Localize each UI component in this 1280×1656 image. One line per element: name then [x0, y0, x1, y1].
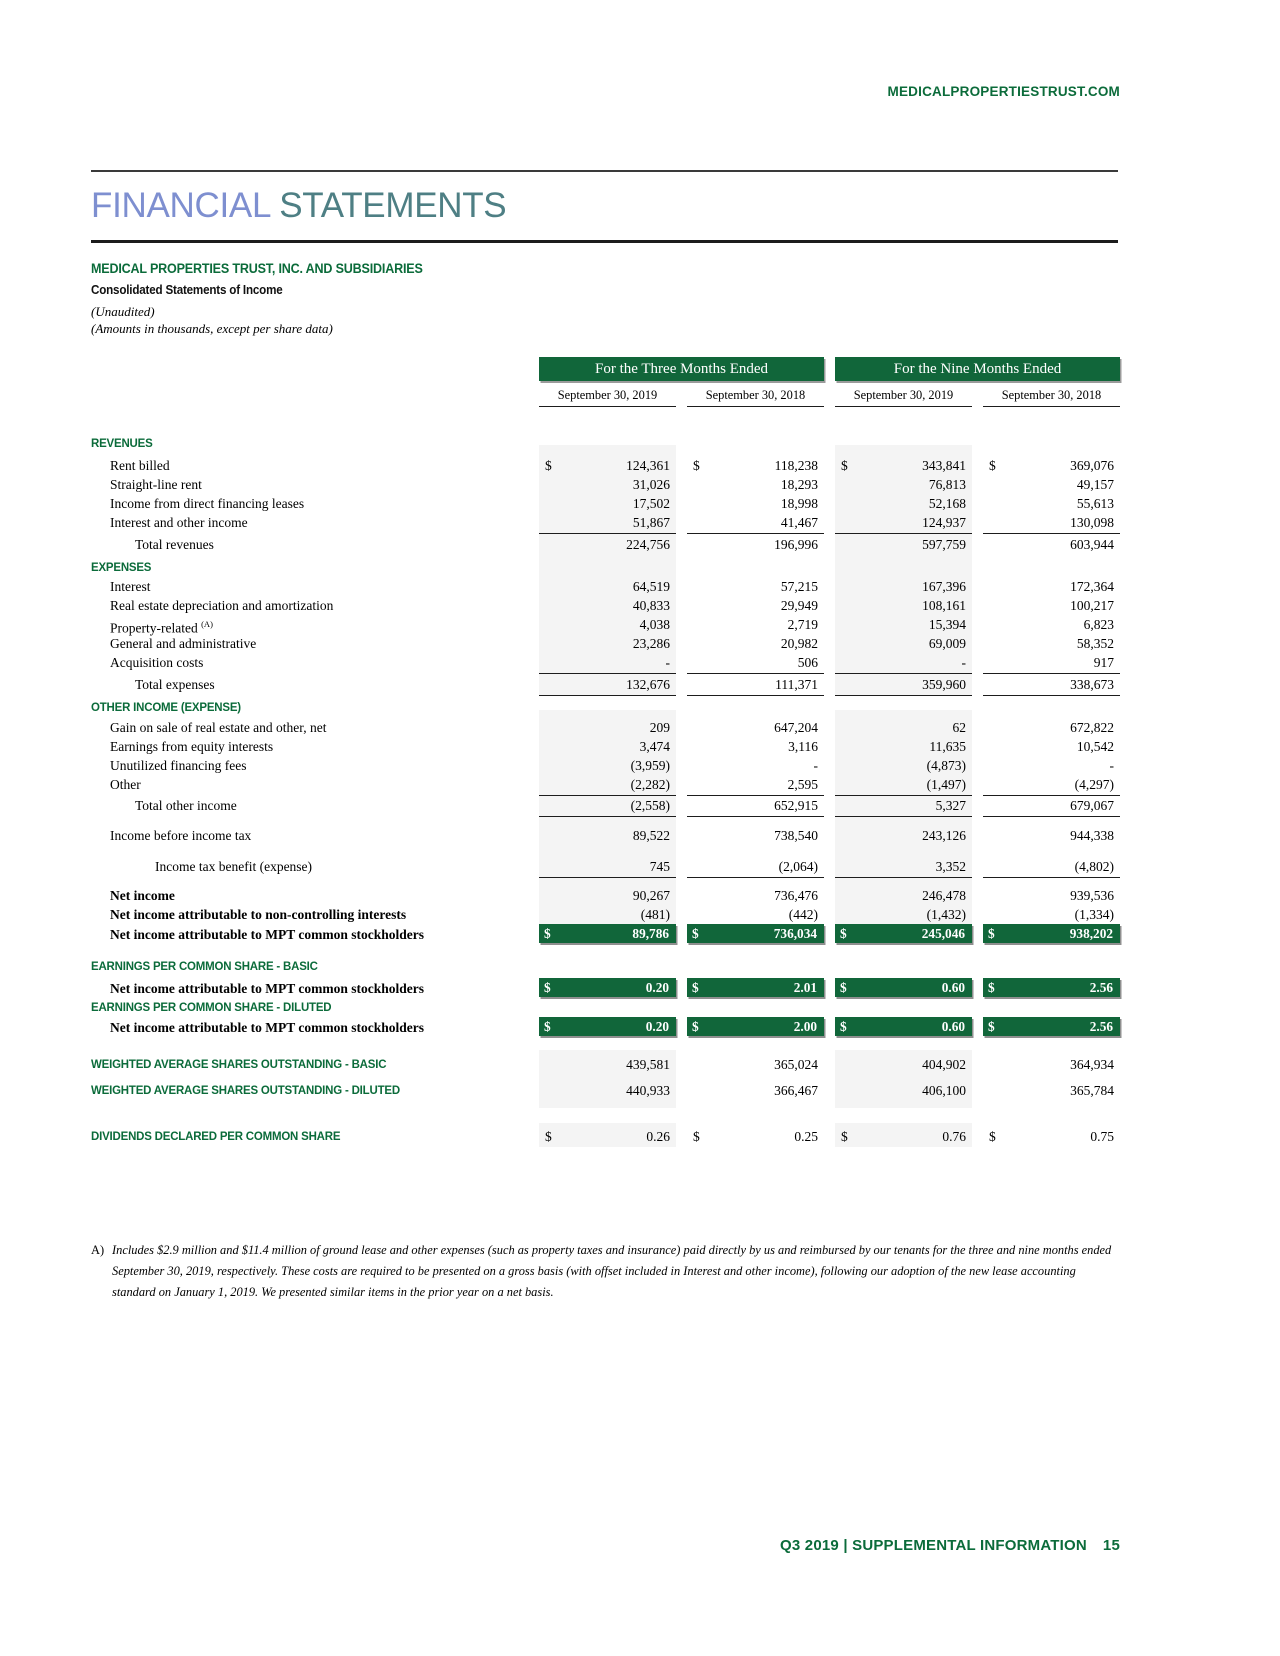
cell-q2018: 366,467 [774, 1083, 818, 1098]
cell-n2018: 939,536 [1070, 888, 1114, 903]
subtotal-rule [687, 695, 824, 696]
subtotal-rule [983, 695, 1120, 696]
cell-n2019: 404,902 [922, 1057, 966, 1072]
row-label: Straight-line rent [110, 477, 202, 492]
subtotal-rule [539, 877, 676, 878]
cell-n2019: 406,100 [922, 1083, 966, 1098]
date-underline-2 [835, 406, 972, 407]
subtotal-rule [539, 695, 676, 696]
subtotal-rule [539, 673, 676, 674]
cell-n2019: 69,009 [928, 636, 966, 651]
cell-n2018: 58,352 [1076, 636, 1114, 651]
group-header-nine-months: For the Nine Months Ended [835, 357, 1120, 381]
cell-n2019: (1,497) [926, 777, 966, 792]
cell-n2018: 130,098 [1070, 515, 1114, 530]
company-name: MEDICAL PROPERTIES TRUST, INC. AND SUBSIDIARIES [91, 261, 423, 276]
row-label: Total revenues [135, 537, 214, 552]
row-label: Interest [110, 579, 151, 594]
table-row-income-before-tax [91, 826, 1118, 845]
section-label-eps-diluted: EARNINGS PER COMMON SHARE - DILUTED [91, 1000, 332, 1014]
table-row-net-income [91, 886, 1118, 905]
cell-q2019: 89,522 [632, 828, 670, 843]
cell-q2018: 57,215 [780, 579, 818, 594]
table-row-property-related [91, 615, 1118, 634]
cell-q2019: 209 [649, 720, 670, 735]
page-title-word1: FINANCIAL [91, 186, 270, 225]
cell-q2019: 440,933 [626, 1083, 670, 1098]
subtotal-rule [539, 816, 676, 817]
row-label: Income tax benefit (expense) [155, 859, 313, 874]
cell-n2018: $ 369,076 [989, 458, 1114, 473]
cell-n2019: 52,168 [928, 496, 966, 511]
section-expenses [91, 558, 1118, 577]
row-label: Net income attributable to MPT common stockholders [110, 1020, 424, 1035]
cell-q2018: 652,915 [774, 798, 818, 813]
cell-q2018: 2,595 [787, 777, 818, 792]
cell-q2018: (2,064) [778, 859, 818, 874]
row-label: Gain on sale of real estate and other, net [110, 720, 327, 735]
page-title [91, 186, 506, 226]
subtotal-rule [983, 816, 1120, 817]
table-row-interest [91, 577, 1118, 596]
cell-n2019: $ 343,841 [841, 458, 966, 473]
table-row-other [91, 775, 1118, 794]
cell-q2018: 3,116 [788, 739, 818, 754]
highlight-cell-n2018: $ 938,202 [983, 924, 1120, 943]
cell-q2018: 2,719 [787, 617, 818, 632]
statement-name: Consolidated Statements of Income [91, 283, 283, 297]
row-label: Income from direct financing leases [110, 496, 305, 511]
cell-n2018: 364,934 [1070, 1057, 1114, 1072]
cell-q2019: - [665, 655, 670, 670]
section-label-dividends: DIVIDENDS DECLARED PER COMMON SHARE [91, 1129, 341, 1143]
page-footer [780, 1537, 1120, 1554]
cell-q2019: 64,519 [632, 579, 670, 594]
row-label: Unutilized financing fees [110, 758, 247, 773]
cell-q2019: (3,959) [630, 758, 670, 773]
section-other-income [91, 698, 1118, 717]
subtotal-rule [687, 877, 824, 878]
row-label: Total expenses [135, 677, 215, 692]
subtotal-rule [983, 673, 1120, 674]
table-row-dividends [91, 1127, 1118, 1146]
section-label-expenses: EXPENSES [91, 560, 152, 574]
cell-q2019: 23,286 [632, 636, 670, 651]
cell-n2018: 6,823 [1083, 617, 1114, 632]
table-row-interest-and-other-income [91, 513, 1118, 532]
date-underline-3 [983, 406, 1120, 407]
cell-q2018: $ 118,238 [693, 458, 818, 473]
highlight-cell-q2019: $ 0.20 [539, 978, 676, 997]
column-date-0: September 30, 2019 [557, 388, 658, 402]
column-date-2: September 30, 2019 [853, 388, 954, 402]
cell-n2018: 172,364 [1070, 579, 1114, 594]
table-row-wavg-basic [91, 1055, 1118, 1074]
cell-n2018: 49,157 [1076, 477, 1114, 492]
cell-n2019: 11,635 [929, 739, 966, 754]
highlight-cell-q2019: $ 0.20 [539, 1017, 676, 1036]
row-label-text: Property-related [110, 620, 202, 636]
cell-n2019: 167,396 [922, 579, 966, 594]
table-row-wavg-diluted [91, 1081, 1118, 1100]
cell-n2019: 359,960 [922, 677, 966, 692]
table-row-direct-financing-leases [91, 494, 1118, 513]
amounts-note: (Amounts in thousands, except per share data) [91, 321, 333, 336]
cell-q2019: $ 124,361 [545, 458, 670, 473]
section-label-wavg-basic: WEIGHTED AVERAGE SHARES OUTSTANDING - BASIC [91, 1057, 387, 1071]
row-label: Interest and other income [110, 515, 248, 530]
subtotal-rule [687, 816, 824, 817]
highlight-cell-n2018: $ 2.56 [983, 978, 1120, 997]
cell-q2019: $ 0.26 [545, 1129, 670, 1144]
cell-n2018: 55,613 [1076, 496, 1114, 511]
cell-q2019: (481) [640, 907, 670, 922]
subtotal-rule [983, 533, 1120, 534]
row-label: Total other income [135, 798, 237, 813]
table-row-equity-earnings [91, 737, 1118, 756]
table-row-acquisition-costs [91, 653, 1118, 672]
page-number: 15 [1102, 1537, 1120, 1554]
table-row-total-other-income [91, 796, 1118, 815]
row-label: Rent billed [110, 458, 170, 473]
table-row-straight-line-rent [91, 475, 1118, 494]
cell-q2019: (2,282) [630, 777, 670, 792]
cell-n2018: 679,067 [1070, 798, 1114, 813]
section-label-wavg-diluted: WEIGHTED AVERAGE SHARES OUTSTANDING - DILUTED [91, 1083, 400, 1097]
cell-q2019: 439,581 [626, 1057, 670, 1072]
cell-n2018: 365,784 [1070, 1083, 1114, 1098]
title-rule-top [91, 170, 1118, 172]
subtotal-rule [539, 533, 676, 534]
cell-n2019: 246,478 [922, 888, 966, 903]
cell-n2018: - [1109, 758, 1114, 773]
table-row-noncontrolling-interests [91, 905, 1118, 924]
cell-n2018: 603,944 [1070, 537, 1114, 552]
cell-q2019: 90,267 [632, 888, 670, 903]
cell-q2018: 196,996 [774, 537, 818, 552]
footnote-a [91, 1240, 1121, 1303]
subtotal-rule [835, 673, 972, 674]
cell-q2019: 132,676 [626, 677, 670, 692]
cell-n2019: (4,873) [926, 758, 966, 773]
highlight-cell-q2019: $ 89,786 [539, 924, 676, 943]
cell-q2018: 506 [797, 655, 818, 670]
cell-q2019: 51,867 [632, 515, 670, 530]
cell-n2019: 124,937 [922, 515, 966, 530]
cell-n2018: 10,542 [1076, 739, 1114, 754]
table-row-income-tax [91, 857, 1118, 876]
cell-q2018: 738,540 [774, 828, 818, 843]
title-rule-bottom [91, 240, 1118, 243]
cell-q2019: 4,038 [639, 617, 670, 632]
cell-n2018: 338,673 [1070, 677, 1114, 692]
highlight-cell-n2019: $ 0.60 [835, 1017, 972, 1036]
section-eps-diluted [91, 998, 1118, 1017]
highlight-cell-n2018: $ 2.56 [983, 1017, 1120, 1036]
cell-n2019: 15,394 [928, 617, 966, 632]
date-underline-1 [687, 406, 824, 407]
row-label: Other [110, 777, 141, 792]
table-row-general-administrative [91, 634, 1118, 653]
cell-n2019: $ 0.76 [841, 1129, 966, 1144]
cell-n2018: (4,802) [1074, 859, 1114, 874]
table-row-depreciation-amortization [91, 596, 1118, 615]
table-row-unutilized-financing-fees [91, 756, 1118, 775]
cell-n2019: 243,126 [922, 828, 966, 843]
row-label: Income before income tax [110, 828, 252, 843]
cell-q2018: 111,371 [775, 677, 818, 692]
cell-q2019: 745 [649, 859, 670, 874]
row-label: Net income attributable to MPT common stockholders [110, 927, 424, 942]
highlight-cell-q2018: $ 2.01 [687, 978, 824, 997]
section-label-revenues: REVENUES [91, 436, 153, 450]
cell-q2019: 31,026 [632, 477, 670, 492]
cell-q2018: 736,476 [774, 888, 818, 903]
group-header-three-months: For the Three Months Ended [539, 357, 824, 381]
cell-q2018: 18,293 [780, 477, 818, 492]
footnote-ref-a: (A) [201, 619, 213, 629]
table-row-gain-on-sale [91, 718, 1118, 737]
cell-n2019: 76,813 [928, 477, 966, 492]
cell-q2019: 40,833 [632, 598, 670, 613]
highlight-cell-n2019: $ 245,046 [835, 924, 972, 943]
table-row-total-revenues [91, 535, 1118, 554]
row-label: Real estate depreciation and amortization [110, 598, 334, 613]
row-label: Net income attributable to MPT common stockholders [110, 981, 424, 996]
subtotal-rule [983, 877, 1120, 878]
cell-n2018: (4,297) [1074, 777, 1114, 792]
cell-n2018: $ 0.75 [989, 1129, 1114, 1144]
cell-q2019: 17,502 [632, 496, 670, 511]
cell-q2019: (2,558) [630, 798, 670, 813]
page-title-word2: STATEMENTS [279, 186, 507, 225]
cell-n2019: 62 [952, 720, 966, 735]
cell-q2018: 18,998 [780, 496, 818, 511]
footnote-text: Includes $2.9 million and $11.4 million of ground lease and other expenses (such as property taxes and insurance) paid directly by us and reimbursed by our tenants for the three and nine months ended September 30, 2019, respectively. These costs are required to be presented on a gross basis (with offset included in Interest and other income), following our adoption of the new lease accounting standard on January 1, 2019. We presented similar items in the prior year on a net basis. [112, 1243, 1112, 1299]
row-label: Acquisition costs [110, 655, 204, 670]
row-label: Net income [110, 888, 175, 903]
cell-q2018: $ 0.25 [693, 1129, 818, 1144]
table-row-total-expenses [91, 675, 1118, 694]
highlight-cell-q2018: $ 736,034 [687, 924, 824, 943]
section-revenues [91, 434, 1118, 453]
column-date-1: September 30, 2018 [705, 388, 806, 402]
cell-q2019: 224,756 [626, 537, 670, 552]
subtotal-rule [835, 816, 972, 817]
cell-n2018: 672,822 [1070, 720, 1114, 735]
subtotal-rule [835, 877, 972, 878]
column-date-3: September 30, 2018 [1001, 388, 1102, 402]
highlight-cell-q2018: $ 2.00 [687, 1017, 824, 1036]
row-label: Net income attributable to non-controlling interests [110, 907, 407, 922]
cell-n2019: 108,161 [922, 598, 966, 613]
cell-q2019: 3,474 [639, 739, 670, 754]
subtotal-rule [835, 533, 972, 534]
cell-q2018: 365,024 [774, 1057, 818, 1072]
date-underline-0 [539, 406, 676, 407]
cell-n2019: (1,432) [926, 907, 966, 922]
section-label-other-income: OTHER INCOME (EXPENSE) [91, 700, 241, 714]
section-label-eps-basic: EARNINGS PER COMMON SHARE - BASIC [91, 959, 318, 973]
cell-n2018: 917 [1093, 655, 1114, 670]
cell-n2019: 5,327 [935, 798, 966, 813]
cell-n2018: 100,217 [1070, 598, 1114, 613]
cell-q2018: 41,467 [780, 515, 818, 530]
table-row-rent-billed [91, 456, 1118, 475]
row-label: General and administrative [110, 636, 257, 651]
cell-q2018: - [813, 758, 818, 773]
cell-q2018: 29,949 [780, 598, 818, 613]
cell-q2018: (442) [788, 907, 818, 922]
section-eps-basic [91, 957, 1118, 976]
subtotal-rule [835, 695, 972, 696]
cell-q2018: 647,204 [774, 720, 818, 735]
cell-q2018: 20,982 [780, 636, 818, 651]
cell-n2019: 3,352 [935, 859, 966, 874]
subtotal-rule [687, 533, 824, 534]
subtotal-rule [687, 673, 824, 674]
footer-text: Q3 2019 | SUPPLEMENTAL INFORMATION [780, 1537, 1087, 1554]
highlight-cell-n2019: $ 0.60 [835, 978, 972, 997]
unaudited-note: (Unaudited) [91, 304, 155, 319]
cell-n2018: (1,334) [1074, 907, 1114, 922]
cell-n2019: 597,759 [922, 537, 966, 552]
site-url: MEDICALPROPERTIESTRUST.COM [887, 84, 1120, 99]
cell-n2018: 944,338 [1070, 828, 1114, 843]
footnote-marker: A) [91, 1243, 105, 1257]
cell-n2019: - [961, 655, 966, 670]
row-label: Earnings from equity interests [110, 739, 274, 754]
